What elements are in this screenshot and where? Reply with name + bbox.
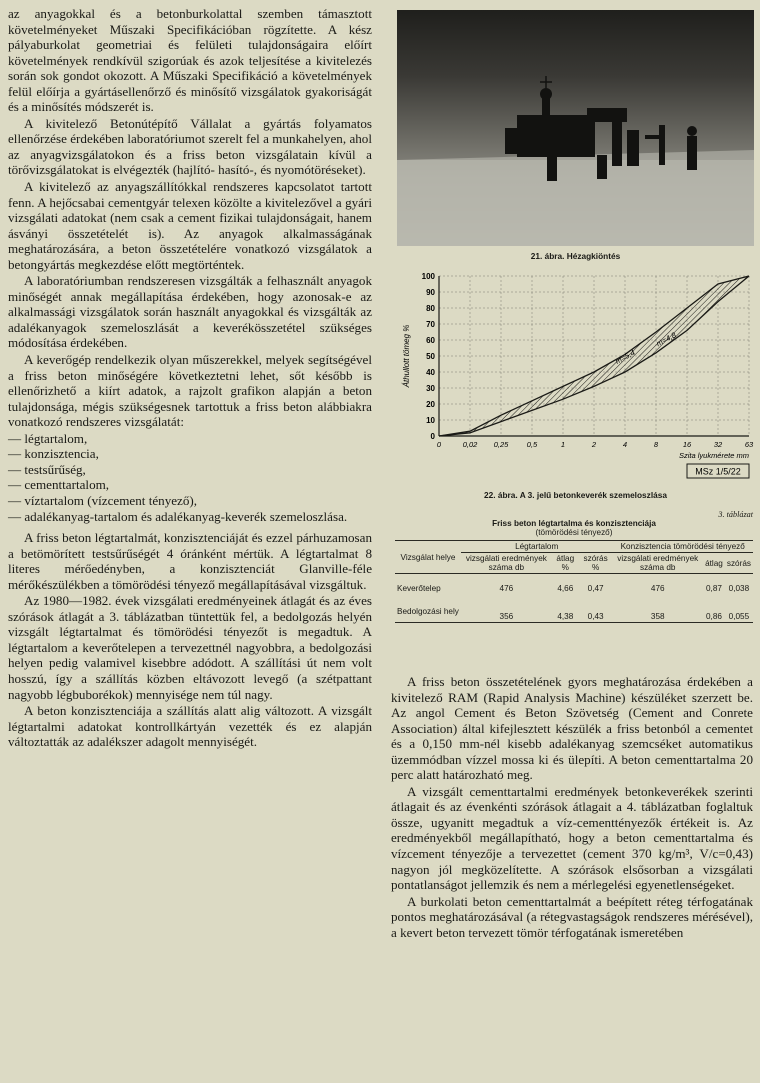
x-tick-label: 0,02 [462,440,478,449]
cell: 476 [499,584,514,593]
y-tick-label: 30 [426,384,435,393]
x-tick-label: 2 [591,440,597,449]
list-item: — testsűrűség, [8,461,86,477]
table-3 [395,510,753,623]
band-label: m=4,8 [654,330,678,349]
y-tick-label: 100 [421,272,435,281]
list-item: — légtartalom, [8,430,88,446]
table-row [395,574,753,595]
cell: 0,47 [587,584,604,593]
cell-place: Keverőtelep [397,584,441,593]
x-tick-label: 0,25 [493,440,509,449]
cell: 476 [650,584,665,593]
cell: 0,86 [703,594,725,623]
y-axis-label: Áthullott tömeg % [402,324,411,388]
y-tick-label: 20 [426,400,435,409]
x-axis-label: Szita lyukmérete mm [678,451,749,460]
paragraph: A friss beton légtartalmát, konzisztenciáját és ezzel párhuzamosan a betömörített testsűrűségét 4 óránként mértük. A légtartalmat 8 literes mérőedényben, a konzisztenciát Glanville-féle mérőkészülékben a tömörödési tényező megállapításával vizsgáltuk. [8,530,372,592]
table-subtitle: (tömörödési tényező) [535,528,613,537]
x-tick-label: 0 [436,440,442,449]
x-tick-label: 8 [653,440,659,449]
col-avg: átlag [705,558,723,568]
table-row [395,594,753,623]
paragraph: A vizsgált cementtartalmi eredmények betonkeverékek szerinti átlagait és az évenkénti szórások átlagait a 4. táblázatban foglaltuk össze, ugyanitt megadtuk a víz-cementtényezők értékeit is. Az eredményekből megállapítható, hogy a beton cementtartalma és vízcement tényezője a tervezettet (cement 370 kg/m³, V/c=0,43) nagyon jól megközelítette. A szórások elsősorban a vizsgálati pontatlanságot jellemzik és nem a mérlegelési egyenetlenségeket. [391,783,753,893]
paragraph: A burkolati beton cementtartalmát a beépített réteg térfogatának pontos meghatározásával (a rétegvastagságok rendszeres mérésével), a kevert beton tervezett tömör térfogatának ismeretében [391,893,753,940]
standard-badge: MSz 1/5/22 [695,466,741,477]
list-item: — víztartalom (vízcement tényező), [8,492,198,508]
band-label: m=5,4 [613,347,637,366]
table-number: 3. táblázat [718,510,753,519]
test-list [8,431,372,524]
group-consistency: Konzisztencia tömörödési tényező [612,541,753,553]
y-tick-label: 70 [426,320,435,329]
photo-caption: 21. ábra. Hézagkiöntés [530,251,621,261]
x-tick-label: 4 [622,440,628,449]
paragraph: Az 1980—1982. évek vizsgálati eredményeinek átlagát és az éves szórások átlagát a 3. táblázatban tüntettük fel, a bedolgozás helyén vizsgált légtartalmat és tömörödési tényezőt is megadtuk. A légtartalom a keverőtelepen a tervezettnél nagyobbra, a bedolgozási helyen pedig valamivel kisebbre adódott. A szállítási út nem volt hosszú, így a szállítás közben eltávozott levegő (a szétpattant nagyobb légbuborékok) mennyisége nem túl nagy. [8,593,372,702]
cell: 356 [461,594,552,623]
col-std: szórás [726,558,751,568]
cell: 4,66 [557,584,574,593]
paragraph: A keverőgép rendelkezik olyan műszerekkel, melyek segítségével a friss beton minőségére következtetni lehet, sőt később is ellenőrizhető a kiírt adatok, a rajzolt grafikon alapján a beton tulajdonsága, mégis szükségesnek tartottuk a friss beton alábbiakra vonatkozó rendszeres vizsgálatát: [8,352,372,430]
y-tick-label: 50 [426,352,435,361]
list-item: — cementtartalom, [8,477,110,493]
cell: 0,87 [705,584,722,593]
x-tick-label: 0,5 [526,440,538,449]
list-item: — konzisztencia, [8,446,99,462]
paragraph: A kivitelező az anyagszállítókkal rendszeres kapcsolatot tartott fenn. A hejőcsabai cementgyár telexen közölte a kivitelezővel a gyári vizsgálati adatokat (nem csak a cement fizikai tulajdonságait, hanem ásványi összetételét is). Az anyagok alkalmasságának meghatározására, a beton összetételére vonatkozó vizsgálatok a betongyártás megkezdése előtt megtörténtek. [8,179,372,272]
col-count: vizsgálati eredmények száma db [465,554,547,572]
grading-chart [397,270,755,485]
paragraph: az anyagokkal és a betonburkolattal szemben támasztott követelményeket Műszaki Specifikációban rögzítette. A kész pályaburkolat geometriai és felületi tulajdonságaira előírt követelmények rendkívül szigorúak és azok teljesítése a kivitelezés során sok gondot okozott. A Műszaki Specifikáció a követelmények felül előírja a gyártásellenőrző és minősítő vizsgálatok gyakoriságát és a minősítés módszerét is. [8,6,372,115]
y-tick-label: 0 [430,432,435,441]
col-avg-pct: átlag % [556,554,575,572]
paragraph: A kivitelező Betonútépítő Vállalat a gyártás folyamatos ellenőrzése érdekében laboratóriumot szerelt fel a munkahelyen, ahol az anyagvizsgálatokon és a friss beton vizsgálatain kívül a törővizsgálatokat is elvégezték (hajlító- hasító-, és nyomótöréseket). [8,115,372,178]
list-item: — adalékanyag-tartalom és adalékanyag-keverék szemeloszlása. [8,508,348,524]
x-tick-label: 63 [744,440,754,449]
cell: 0,055 [725,594,753,623]
y-tick-label: 80 [426,304,435,313]
paragraph: A friss beton összetételének gyors meghatározása érdekében a kivitelező RAM (Rapid Analysis Machine) készüléket szerzett be. Az angol Cement és Beton Szövetség (Cement and Conrete Association) által kifejlesztett készülék a friss betonból a cementet és a 0,150 mm-nél kisebb adalékanyag szemcséket automatikus üzemmódban vízzel mossa ki és ülepíti. A beton cementtartalma 20 perc alatt határozható meg. [391,674,753,783]
data-table [395,540,753,623]
paragraph: A laboratóriumban rendszeresen vizsgálták a felhasznált anyagok minőségét annak megállapítása érdekében, hogy azonosak-e az alkalmassági vizsgálatok során használt anyagokkal és vizsgálták az adalékanyagok szemeloszlását a keverékösszetétel szükséges módosítása érdekében. [8,273,372,351]
left-column [8,6,372,751]
cell-place: Bedolgozási hely [395,594,461,623]
col-place: Vizsgálat helye [395,541,461,574]
group-air: Légtartalom [461,541,612,553]
x-tick-label: 32 [713,440,723,449]
col-count2: vizsgálati eredmények száma db [617,554,699,572]
y-tick-label: 40 [426,368,435,377]
grading-chart-svg [397,270,755,485]
paragraph: A beton konzisztenciája a szállítás alatt alig változott. A vizsgált légtartalmi adatokat kontrollkártyán vezették és ez alapján változtatták az adalékszer adagolt mennyiségét. [8,703,372,750]
y-tick-label: 90 [426,288,435,297]
right-column [391,674,753,941]
cell: 358 [612,594,703,623]
y-tick-label: 10 [426,416,435,425]
table-title: Friss beton légtartalma és konzisztenciája [492,519,656,528]
cell: 0,43 [579,594,613,623]
y-tick-label: 60 [426,336,435,345]
col-std-pct: szórás % [583,554,608,572]
x-tick-label: 1 [560,440,566,449]
cell: 4,38 [552,594,579,623]
x-tick-label: 16 [682,440,692,449]
photo-silhouette [397,10,754,246]
joint-filling-photo [397,10,754,246]
cell: 0,038 [728,584,750,593]
chart-caption: 22. ábra. A 3. jelű betonkeverék szemeloszlása [484,490,667,500]
